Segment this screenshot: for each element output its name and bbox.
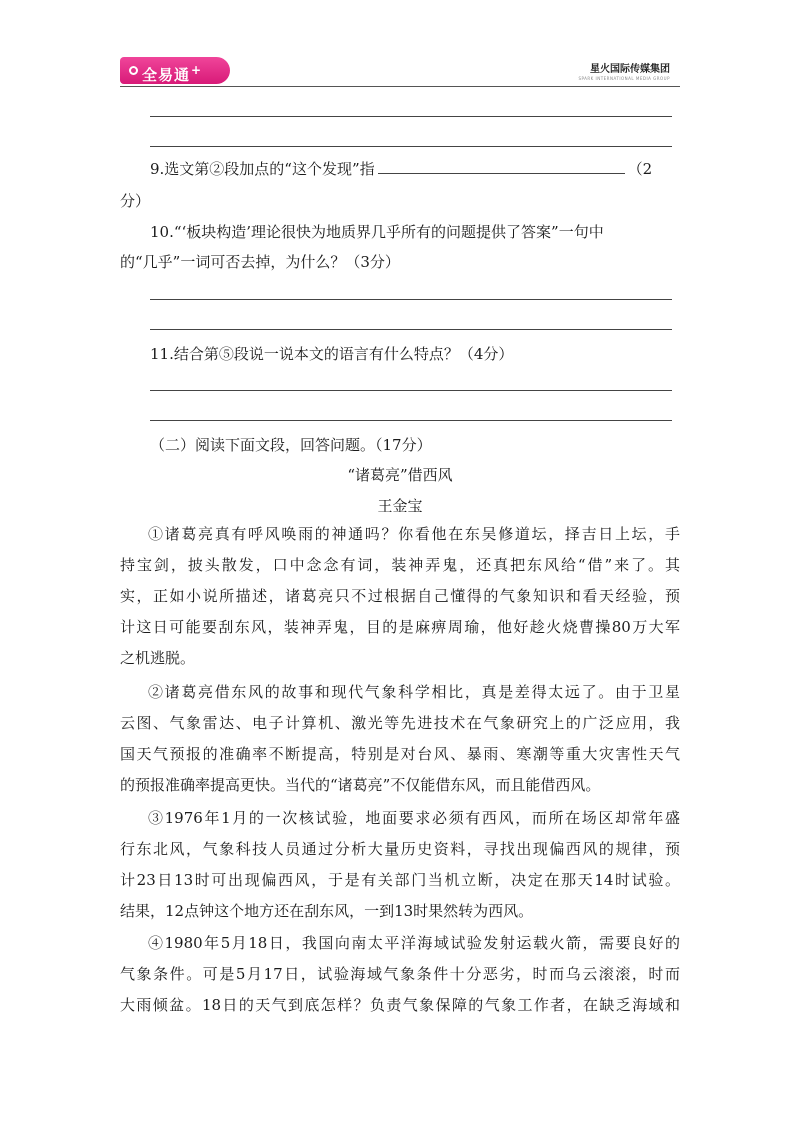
section-heading: （二）阅读下面文段，回答问题。（17分） [150,436,432,454]
publisher-title: 星火国际传媒集团 [590,64,670,75]
paragraph-line: 计这日可能要刮东风，装神弄鬼，目的是麻痹周瑜，他好趁火烧曹操80万大军 [120,618,680,636]
paragraph-line: ③1976年1月的一次核试验，地面要求必须有西风，而所在场区却常年盛 [148,809,680,827]
article-author: 王金宝 [377,497,423,515]
paragraph-1 [120,519,680,674]
question-10-line2: 的“几乎”一词可否去掉，为什么？（3分） [120,253,400,271]
question-9-score-cont: 分） [120,192,151,210]
answer-line [150,390,672,391]
publisher-subtitle: SPARK INTERNATIONAL MEDIA GROUP [578,76,670,81]
paragraph-line: ④1980年5月18日，我国向南太平洋海域试验发射运载火箭，需要良好的 [148,934,680,952]
paragraph-line: 的预报准确率提高更快。当代的“诸葛亮”不仅能借东风，而且能借西风。 [120,776,601,794]
question-9-text: 9.选文第②段加点的“这个发现”指 [150,160,375,178]
paragraph-2 [120,677,680,801]
question-10-line1: 10.“‘板块构造’理论很快为地质界几乎所有的问题提供了答案”一句中 [150,223,604,241]
answer-line [150,146,672,147]
paragraph-line: 计23日13时可出现偏西风，于是有关部门当机立断，决定在那天14时试验。 [120,871,680,889]
answer-line [150,299,672,300]
answer-line [150,116,672,117]
article-title: “诸葛亮”借西风 [347,466,453,484]
logo-mark-icon [129,66,138,75]
paragraph-3 [120,803,680,927]
paragraph-line: ②诸葛亮借东风的故事和现代气象科学相比，真是差得太远了。由于卫星 [148,683,680,701]
paragraph-4 [120,928,680,1021]
question-11: 11.结合第⑤段说一说本文的语言有什么特点？（4分） [150,345,514,363]
answer-line [150,329,672,330]
paragraph-line: 持宝剑，披头散发，口中念念有词，装神弄鬼，还真把东风给“借”来了。其 [120,556,680,574]
paragraph-line: ①诸葛亮真有呼风唤雨的神通吗？你看他在东吴修道坛，择吉日上坛，手 [148,525,680,543]
paragraph-line: 国天气预报的准确率不断提高，特别是对台风、暴雨、寒潮等重大灾害性天气 [120,745,680,763]
paragraph-line: 行东北风，气象科技人员通过分析大量历史资料，寻找出现偏西风的规律，预 [120,840,680,858]
paragraph-line: 之机逃脱。 [120,649,196,667]
paragraph-line: 大雨倾盆。18日的天气到底怎样？负责气象保障的气象工作者，在缺乏海域和 [120,996,680,1014]
paragraph-line: 云图、气象雷达、电子计算机、激光等先进技术在气象研究上的广泛应用，我 [120,714,680,732]
answer-line [150,420,672,421]
paragraph-line: 结果，12点钟这个地方还在刮东风，一到13时果然转为西风。 [120,902,534,920]
logo-plus: + [191,63,203,77]
question-9-score: （2 [627,160,653,178]
question-9 [150,159,652,179]
header-divider [120,86,680,87]
paragraph-line: 实，正如小说所描述，诸葛亮只不过根据自己懂得的气象知识和看天经验，预 [120,587,680,605]
brand-logo [120,57,230,84]
fill-in-blank [378,159,625,174]
logo-text: 全易通 [142,66,191,84]
paragraph-line: 气象条件。可是5月17日，试验海域气象条件十分恶劣，时而乌云滚滚，时而 [120,965,680,983]
publisher-name [578,60,670,81]
